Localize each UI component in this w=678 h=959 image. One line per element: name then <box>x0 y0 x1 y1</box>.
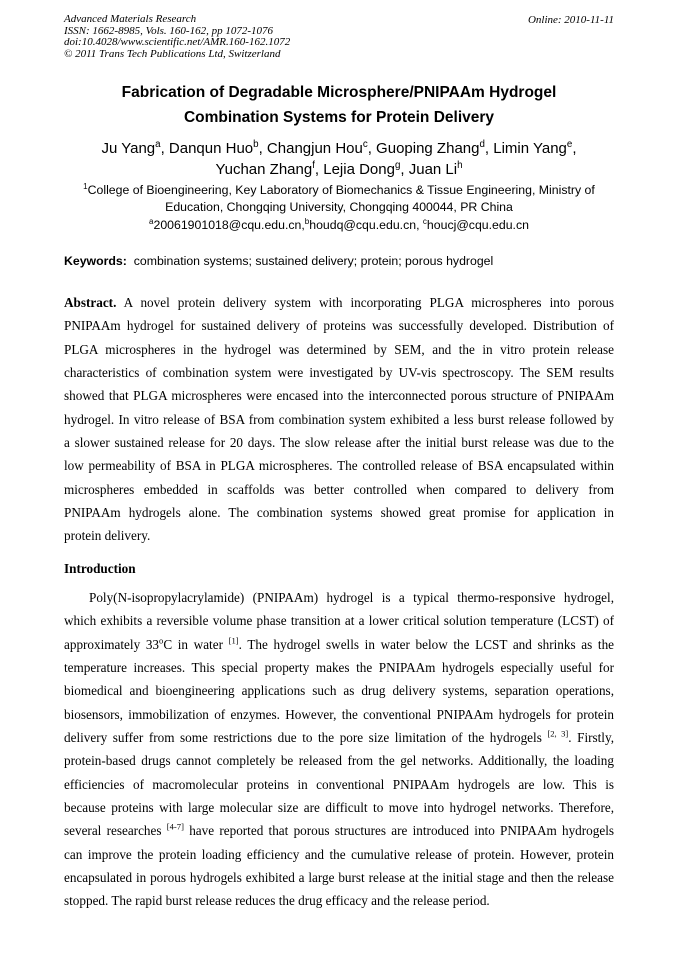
text-line: biomedical and bioengineering applications such as drug delivery systems, separation operations, <box>64 683 614 699</box>
superscript: a <box>155 139 161 150</box>
text-line: temperature increases. This special property makes the PNIPAAm hydrogels especially useful for <box>64 660 614 676</box>
journal-header <box>64 14 290 60</box>
authors-line: Yuchan Zhang$^f$, Lejia Dong$^g$, Juan Li$^h$ <box>215 160 463 178</box>
text-line: showed that PLGA microspheres were encased into the interconnected porous structure of PNIPAAm <box>64 388 614 404</box>
text-line: Poly(N-isopropylacrylamide) (PNIPAAm) hydrogel is a typical thermo-responsive hydrogel, <box>89 590 614 605</box>
authors <box>64 138 614 180</box>
text-line: low permeability of BSA in PLGA microspheres. The controlled release of BSA encapsulated within <box>64 458 614 474</box>
superscript: [1] <box>228 635 239 646</box>
journal-name: Advanced Materials Research <box>64 13 197 25</box>
superscript: 1 <box>83 181 88 191</box>
keywords <box>64 254 493 268</box>
text-line: which exhibits a reversible volume phase transition at a lower critical solution temperature (LCST) of <box>64 613 614 629</box>
text-line: microspheres embedded in scaffolds was better controlled when compared to delivery from <box>64 481 614 497</box>
abstract <box>64 291 614 548</box>
introduction-body <box>64 586 614 913</box>
text-line: Abstract. A novel protein delivery system with incorporating PLGA microspheres into porous <box>64 295 614 310</box>
paper-title <box>64 80 614 130</box>
superscript: [4-7] <box>166 822 184 833</box>
copyright: © 2011 Trans Tech Publications Ltd, Switzerland <box>64 47 281 60</box>
superscript: [2, 3] <box>547 728 569 739</box>
superscript: h <box>457 160 463 171</box>
text-line: characteristics of combination system were investigated by UV-vis spectroscopy. The SEM results <box>64 365 614 381</box>
text-line: encapsulated in porous hydrogels exhibited a large burst release at the initial stage and then the release <box>64 870 614 886</box>
text-line: protein-based drugs cannot completely be released from the gel networks. Additionally, the loading <box>64 753 614 769</box>
superscript: c <box>422 216 427 226</box>
text-line: because proteins with large molecular size are difficult to move into hydrogel networks. Therefore, <box>64 800 614 816</box>
emails: $^a$20061901018@cqu.edu.cn,$^b$houdq@cqu.edu.cn, $^c$houcj@cqu.edu.cn <box>149 216 529 232</box>
text-line: efficiencies of macromolecular proteins in conventional PNIPAAm hydrogels are low. This is <box>64 776 614 792</box>
affiliation-line: Education, Chongqing University, Chongqing 400044, PR China <box>165 200 513 214</box>
authors-line: Ju Yang$^a$, Danqun Huo$^b$, Changjun Hou$^c$, Guoping Zhang$^d$, Limin Yang$^e$, <box>101 139 577 157</box>
text-line: approximately 33$^o$C in water [1]. The hydrogel swells in water below the LCST and shrinks as the <box>64 635 615 652</box>
text-line: can improve the protein loading efficiency and the cumulative release of protein. However, protein <box>64 846 614 862</box>
affiliation <box>64 182 614 216</box>
text-line: stopped. The rapid burst release reduces the drug efficacy and the release period. <box>64 893 490 909</box>
keywords-text: combination systems; sustained delivery; protein; porous hydrogel <box>133 254 494 268</box>
introduction-heading: Introduction <box>64 561 136 576</box>
text-line: a slower sustained release for 20 days. The slow release after the initial burst release was due to the <box>64 435 614 451</box>
text-line: protein delivery. <box>64 528 151 544</box>
superscript: a <box>149 216 154 226</box>
superscript: e <box>566 139 573 150</box>
superscript: g <box>394 160 401 171</box>
text-line: PNIPAAm hydrogels alone. The combination systems showed great promise for application in <box>64 505 614 521</box>
abstract-label: Abstract. <box>64 295 117 310</box>
superscript: b <box>304 216 310 226</box>
issn: ISSN: 1662-8985, Vols. 160-162, pp 1072-1076 <box>64 24 273 37</box>
text-line: PNIPAAm hydrogel for sustained delivery of proteins was successfully developed. Distribution of <box>64 318 614 334</box>
text-line: several researches [4-7] have reported that porous structures are introduced into PNIPAAm hydrogels <box>64 822 615 839</box>
superscript: b <box>253 139 259 150</box>
online-date: Online: 2010-11-11 <box>527 14 614 26</box>
superscript: o <box>159 635 164 646</box>
superscript: d <box>479 139 485 150</box>
text-line: delivery suffer from some restrictions due to the pore size limitation of the hydrogels [2, 3]. Firstly, <box>64 728 614 746</box>
superscript: c <box>362 139 368 150</box>
text-line: PLGA microspheres in the hydrogel was determined by SEM, and the in vitro protein release <box>64 341 614 357</box>
superscript: f <box>312 160 315 171</box>
text-line: biosensors, immobilization of enzymes. However, the conventional PNIPAAm hydrogels for protein <box>64 706 614 722</box>
keywords-label: Keywords: <box>64 254 127 268</box>
title-line: Combination Systems for Protein Delivery <box>183 109 495 126</box>
affiliation-line: $^1$College of Bioengineering, Key Laboratory of Biomechanics & Tissue Engineering, Ministry of <box>83 181 595 197</box>
title-line: Fabrication of Degradable Microsphere/PNIPAAm Hydrogel <box>121 84 557 101</box>
text-line: hydrogel. In vitro release of BSA from combination system exhibited a less burst release followed by <box>64 411 614 427</box>
doi: doi:10.4028/www.scientific.net/AMR.160-162.1072 <box>64 36 291 48</box>
